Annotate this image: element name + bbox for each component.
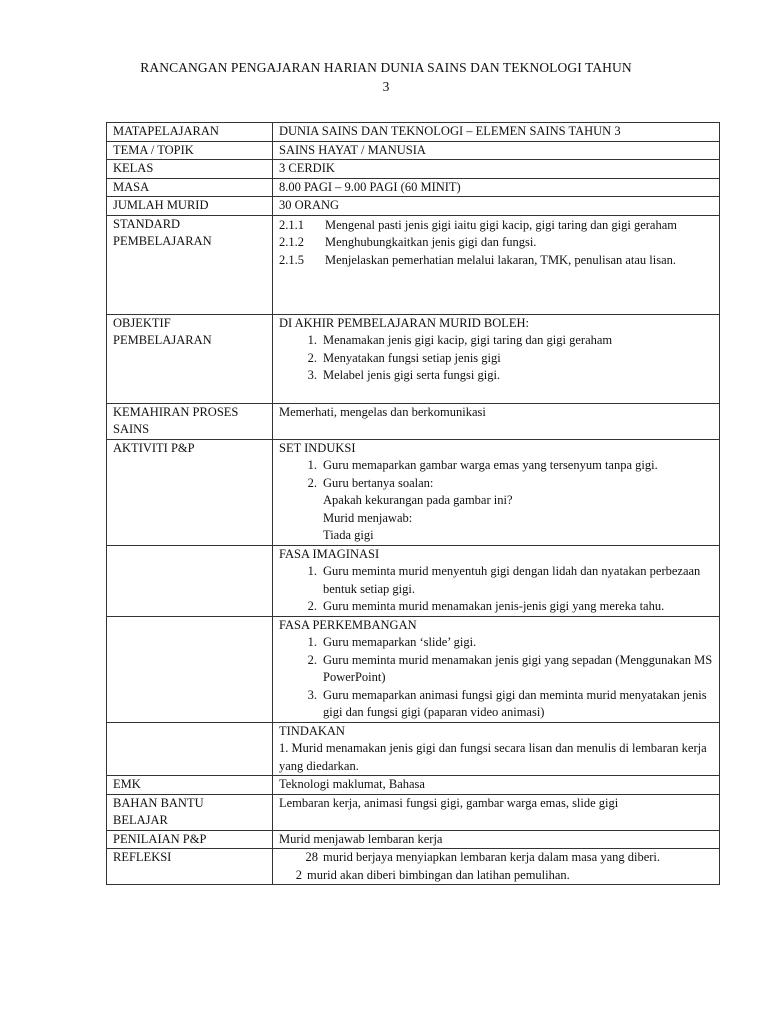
row-objektif-pembelajaran: [107, 314, 720, 403]
item-number: 1.: [307, 333, 317, 347]
standard-list: [279, 217, 714, 270]
item-text: Guru memaparkan animasi fungsi gigi dan meminta murid menyatakan jenis gigi dan fungsi gigi (paparan video animasi): [323, 687, 707, 719]
list-item: [279, 350, 714, 368]
item-text: murid akan diberi bimbingan dan latihan pemulihan.: [307, 867, 570, 882]
list-item: [279, 457, 714, 475]
row-kemahiran-proses-sains: [107, 403, 720, 439]
row-kelas: [107, 160, 720, 179]
label-line: KEMAHIRAN PROSES: [113, 404, 239, 419]
label-cell: [107, 794, 273, 830]
label-line: BAHAN BANTU: [113, 795, 204, 810]
value-cell: Teknologi maklumat, Bahasa: [273, 776, 720, 795]
item-text: Guru memaparkan gambar warga emas yang tersenyum tanpa gigi.: [323, 458, 658, 472]
value-cell: DUNIA SAINS DAN TEKNOLOGI – ELEMEN SAINS TAHUN 3: [273, 123, 720, 142]
item-text: Menghubungkaitkan jenis gigi dan fungsi.: [325, 235, 537, 249]
value-cell: [273, 722, 720, 776]
item-number: 3.: [307, 687, 317, 702]
item-number: 2.1.1: [279, 217, 304, 232]
list-item: [279, 652, 714, 687]
item-text: Menamakan jenis gigi kacip, gigi taring dan gigi geraham: [323, 333, 613, 347]
section-heading: FASA PERKEMBANGAN: [279, 617, 417, 632]
item-number: 1.: [307, 458, 317, 472]
list-item: [279, 634, 714, 652]
label-cell: TEMA / TOPIK: [107, 141, 273, 160]
row-aktiviti-tindakan: [107, 722, 720, 776]
label-cell: KELAS: [107, 160, 273, 179]
row-standard-pembelajaran: [107, 215, 720, 314]
list-item: [279, 234, 714, 252]
row-refleksi: [107, 849, 720, 885]
label-cell: AKTIVITI P&P: [107, 439, 273, 545]
row-aktiviti-fasa-imaginasi: [107, 545, 720, 616]
row-matapelajaran: [107, 123, 720, 142]
section-heading: FASA IMAGINASI: [279, 546, 380, 561]
label-cell: [107, 314, 273, 403]
row-aktiviti-set-induksi: [107, 439, 720, 545]
list-item: [279, 252, 714, 270]
item-number: 2.: [307, 599, 317, 613]
label-cell: [107, 722, 273, 776]
label-line: PEMBELAJARAN: [113, 234, 212, 248]
item-text: Mengenal pasti jenis gigi iaitu gigi kacip, gigi taring dan gigi geraham: [325, 217, 678, 232]
list-item: [279, 367, 714, 385]
list-item: [279, 217, 714, 235]
title-line-1: RANCANGAN PENGAJARAN HARIAN DUNIA SAINS DAN TEKNOLOGI TAHUN: [140, 60, 632, 75]
section-heading: SET INDUKSI: [279, 440, 356, 455]
value-cell: [273, 616, 720, 722]
row-tema: [107, 141, 720, 160]
objektif-list: [279, 332, 714, 385]
section-heading: TINDAKAN: [279, 723, 345, 738]
label-line: STANDARD: [113, 216, 181, 231]
item-number: 2.1.2: [279, 235, 304, 249]
list-item: [279, 849, 714, 867]
value-cell: [273, 545, 720, 616]
item-number: 1.: [307, 635, 317, 649]
value-cell: [273, 439, 720, 545]
item-text: Melabel jenis gigi serta fungsi gigi.: [323, 368, 501, 382]
value-cell: Lembaran kerja, animasi fungsi gigi, gambar warga emas, slide gigi: [273, 794, 720, 830]
label-line: PEMBELAJARAN: [113, 333, 212, 347]
label-cell: EMK: [107, 776, 273, 795]
item-number: 3.: [307, 368, 317, 382]
item-text: Menyatakan fungsi setiap jenis gigi: [323, 350, 501, 365]
label-cell: MATAPELAJARAN: [107, 123, 273, 142]
item-text: Guru meminta murid menyentuh gigi dengan lidah dan nyatakan perbezaan bentuk setiap gigi.: [323, 564, 701, 596]
value-cell: Memerhati, mengelas dan berkomunikasi: [273, 403, 720, 439]
label-cell: [107, 616, 273, 722]
fasa-perkembangan-list: [279, 634, 714, 722]
document-title: [106, 58, 666, 96]
value-cell: [273, 215, 720, 314]
value-cell: [273, 849, 720, 885]
item-text: Guru bertanya soalan:: [323, 475, 434, 490]
refleksi-list: [279, 849, 714, 884]
item-text: Menjelaskan pemerhatian melalui lakaran, TMK, penulisan atau lisan.: [325, 252, 677, 267]
fasa-imaginasi-list: [279, 563, 714, 616]
label-cell: [107, 403, 273, 439]
title-line-2: 3: [382, 79, 390, 94]
item-text: Guru meminta murid menamakan jenis-jenis gigi yang mereka tahu.: [323, 599, 665, 613]
list-item: [279, 475, 714, 493]
item-number: 2.: [307, 475, 317, 490]
row-penilaian: [107, 830, 720, 849]
label-cell: [107, 215, 273, 314]
label-cell: REFLEKSI: [107, 849, 273, 885]
item-number: 2.: [307, 652, 317, 667]
item-text: Guru memaparkan ‘slide’ gigi.: [323, 635, 477, 649]
label-line: SAINS: [113, 422, 150, 436]
row-jumlah-murid: [107, 197, 720, 216]
list-item: [279, 598, 714, 616]
value-cell: 3 CERDIK: [273, 160, 720, 179]
row-bahan-bantu-belajar: [107, 794, 720, 830]
list-item: [279, 687, 714, 722]
list-item: [279, 867, 714, 885]
item-number: 2.1.5: [279, 252, 304, 267]
list-item: [279, 563, 714, 598]
item-number: 28: [305, 850, 318, 864]
label-line: OBJEKTIF: [113, 315, 171, 330]
list-item: [279, 332, 714, 350]
label-line: BELAJAR: [113, 813, 168, 827]
item-number: 1.: [307, 564, 317, 578]
row-masa: [107, 178, 720, 197]
row-aktiviti-fasa-perkembangan: [107, 616, 720, 722]
value-cell: 30 ORANG: [273, 197, 720, 216]
objektif-intro: DI AKHIR PEMBELAJARAN MURID BOLEH:: [279, 315, 530, 330]
sub-line: Apakah kekurangan pada gambar ini?: [323, 493, 513, 507]
label-cell: MASA: [107, 178, 273, 197]
sub-line: Tiada gigi: [323, 528, 374, 542]
value-cell: Murid menjawab lembaran kerja: [273, 830, 720, 849]
value-cell: 8.00 PAGI – 9.00 PAGI (60 MINIT): [273, 178, 720, 197]
value-cell: SAINS HAYAT / MANUSIA: [273, 141, 720, 160]
label-cell: JUMLAH MURID: [107, 197, 273, 216]
set-induksi-list: [279, 457, 714, 492]
item-number: 2.: [307, 350, 317, 365]
row-emk: [107, 776, 720, 795]
item-text: Guru meminta murid menamakan jenis gigi yang sepadan (Menggunakan MS PowerPoint): [323, 652, 713, 684]
label-cell: [107, 545, 273, 616]
value-cell: [273, 314, 720, 403]
tindakan-text: 1. Murid menamakan jenis gigi dan fungsi secara lisan dan menulis di lembaran kerja yang diedarkan.: [279, 741, 707, 773]
sub-line: Murid menjawab:: [323, 510, 413, 525]
item-number: 2: [295, 867, 302, 882]
lesson-plan-table: [106, 122, 720, 885]
item-text: murid berjaya menyiapkan lembaran kerja dalam masa yang diberi.: [323, 850, 661, 864]
label-cell: PENILAIAN P&P: [107, 830, 273, 849]
